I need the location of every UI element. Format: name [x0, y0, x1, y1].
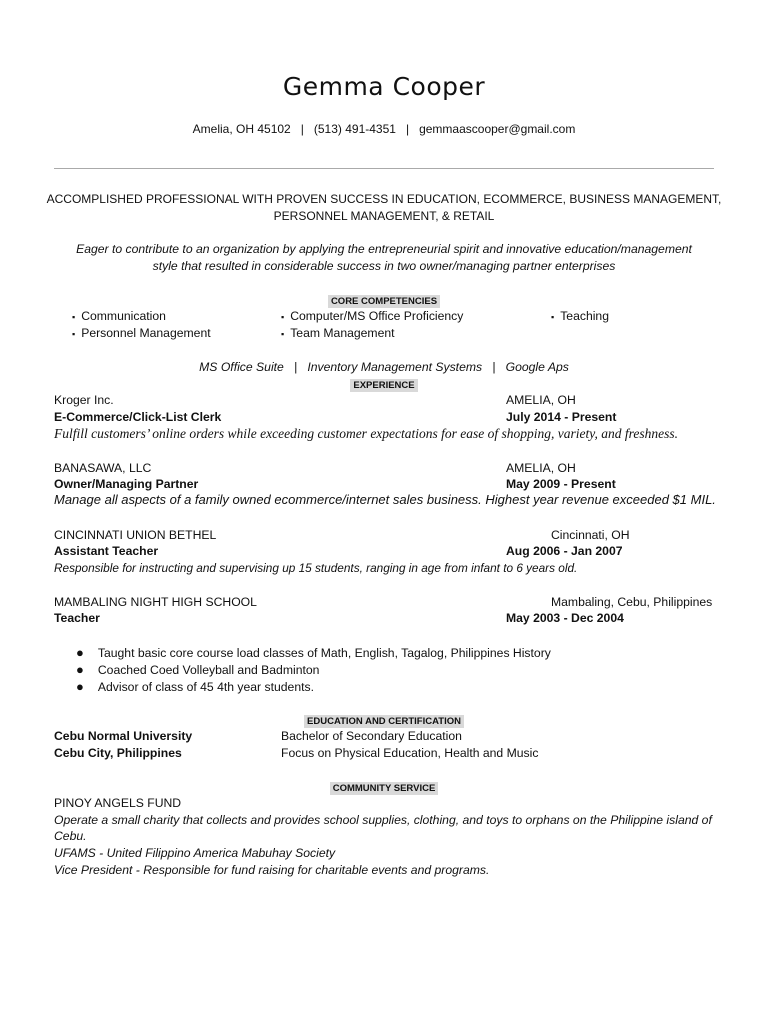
competency-item: ▪ Teaching — [551, 309, 609, 323]
education-heading: EDUCATION AND CERTIFICATION — [304, 715, 464, 728]
resume-name: Gemma Cooper — [282, 72, 486, 101]
community-description: Cebu. — [54, 829, 87, 843]
community-description: Operate a small charity that collects and provides school supplies, clothing, and toys to orphans on the Philippine island of — [54, 813, 712, 827]
job-bullet: ● Taught basic core course load classes of Math, English, Tagalog, Philippines History — [76, 645, 551, 660]
job-dates: May 2009 - Present — [506, 477, 616, 491]
community-heading-wrap — [0, 780, 768, 795]
experience-heading-wrap — [0, 377, 768, 392]
software-item: Inventory Management Systems — [307, 360, 483, 374]
competencies-heading-wrap — [0, 293, 768, 308]
job-title: Teacher — [54, 611, 100, 625]
job-org: BANASAWA, LLC — [54, 461, 152, 475]
community-description: Vice President - Responsible for fund raising for charitable events and programs. — [54, 863, 490, 877]
job-description: Fulfill customers’ online orders while exceeding customer expectations for ease of shopping, variety, and freshness. — [54, 426, 679, 441]
competency-item: ▪ Computer/MS Office Proficiency — [281, 309, 464, 323]
summary-line-1: Eager to contribute to an organization by applying the entrepreneurial spirit and innovative education/management — [76, 242, 692, 256]
job-bullet: ● Advisor of class of 45 4th year students. — [76, 679, 314, 694]
job-dates: May 2003 - Dec 2004 — [506, 611, 624, 625]
job-location: AMELIA, OH — [506, 393, 576, 407]
headline — [0, 191, 768, 225]
headline-line-2: PERSONNEL MANAGEMENT, & RETAIL — [273, 209, 495, 223]
job-dates: July 2014 - Present — [506, 410, 617, 424]
community-org: PINOY ANGELS FUND — [54, 796, 182, 810]
software-item: MS Office Suite — [199, 360, 284, 374]
contact-line: Amelia, OH 45102 | (513) 491-4351 | gemmaascooper@gmail.com — [192, 122, 576, 136]
job-location: Mambaling, Cebu, Philippines — [551, 595, 713, 609]
job-dates: Aug 2006 - Jan 2007 — [506, 544, 623, 558]
education-city: Cebu City, Philippines — [54, 746, 182, 760]
education-heading-wrap — [0, 713, 768, 728]
education-focus: Focus on Physical Education, Health and Music — [281, 746, 539, 760]
experience-heading: EXPERIENCE — [350, 379, 417, 392]
education-school: Cebu Normal University — [54, 729, 193, 743]
job-location: AMELIA, OH — [506, 461, 576, 475]
education-degree: Bachelor of Secondary Education — [281, 729, 462, 743]
community-heading: COMMUNITY SERVICE — [330, 782, 439, 795]
contact-location: Amelia, OH 45102 — [192, 122, 291, 136]
competency-item: ▪ Team Management — [281, 326, 395, 340]
job-title: Owner/Managing Partner — [54, 477, 199, 491]
software-line: MS Office Suite | Inventory Management Systems | Google Aps — [199, 360, 569, 374]
job-bullet: ● Coached Coed Volleyball and Badminton — [76, 662, 320, 677]
job-title: E-Commerce/Click-List Clerk — [54, 410, 222, 424]
job-description: Manage all aspects of a family owned ecommerce/internet sales business. Highest year revenue exceeded $1 MIL. — [54, 492, 716, 507]
job-org: CINCINNATI UNION BETHEL — [54, 528, 217, 542]
job-org: Kroger Inc. — [54, 393, 114, 407]
contact-email: gemmaascooper@gmail.com — [419, 122, 576, 136]
summary-line-2: style that resulted in considerable success in two owner/managing partner enterprises — [152, 259, 616, 273]
community-org: UFAMS - United Filippino America Mabuhay Society — [54, 846, 336, 860]
contact-phone: (513) 491-4351 — [313, 122, 396, 136]
headline-line-1: ACCOMPLISHED PROFESSIONAL WITH PROVEN SUCCESS IN EDUCATION, ECOMMERCE, BUSINESS MANAGEMENT, — [46, 192, 722, 206]
software-item: Google Aps — [505, 360, 569, 374]
header-divider — [54, 168, 714, 169]
competency-item: ▪ Personnel Management — [72, 326, 211, 340]
competencies-heading: CORE COMPETENCIES — [328, 295, 440, 308]
summary — [0, 241, 768, 275]
job-description: Responsible for instructing and supervising up 15 students, ranging in age from infant to 6 years old. — [54, 561, 578, 575]
job-location: Cincinnati, OH — [551, 528, 630, 542]
competency-item: ▪ Communication — [72, 309, 166, 323]
job-title: Assistant Teacher — [54, 544, 159, 558]
job-org: MAMBALING NIGHT HIGH SCHOOL — [54, 595, 257, 609]
